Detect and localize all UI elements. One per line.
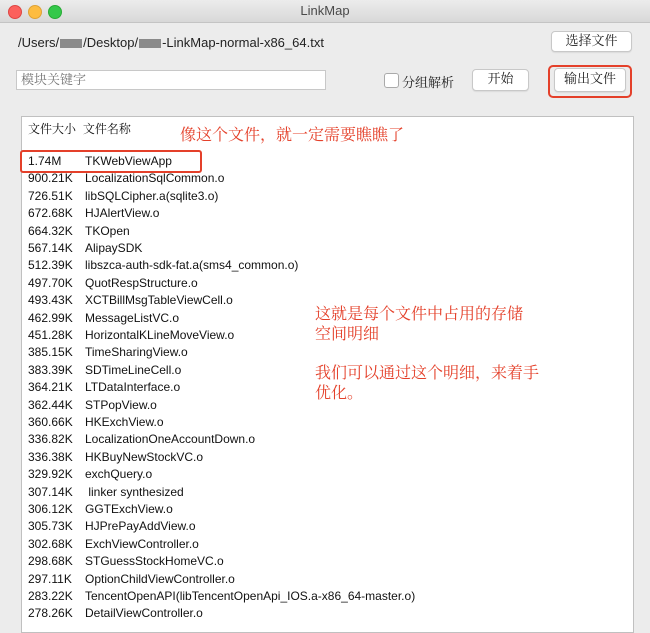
row-size: 497.70K [28, 275, 73, 290]
list-row[interactable] [28, 588, 415, 605]
list-row[interactable] [28, 223, 130, 240]
row-size: 451.28K [28, 328, 73, 342]
row-size: 385.15K [28, 345, 73, 360]
select-file-button[interactable]: 选择文件 [551, 31, 632, 52]
list-row[interactable] [28, 327, 234, 344]
row-size: 298.68K [28, 554, 73, 569]
list-row[interactable] [28, 449, 203, 466]
list-row[interactable] [28, 275, 198, 292]
row-name: exchQuery.o [85, 467, 153, 482]
row-size: 283.22K [28, 589, 73, 603]
row-name: HorizontalKLineMoveView.o [85, 328, 235, 342]
row-name: HKBuyNewStockVC.o [85, 449, 204, 464]
list-row[interactable] [28, 466, 152, 483]
row-name: libszca-auth-sdk-fat.a(sms4_common.o) [85, 258, 299, 273]
annotation-bottom-line2: 优化。 [315, 383, 364, 402]
row-size: 512.39K [28, 258, 73, 273]
redacted-filename [139, 39, 161, 48]
row-name: AlipaySDK [85, 241, 143, 255]
row-name: MessageListVC.o [85, 310, 180, 325]
row-name: XCTBillMsgTableViewCell.o [85, 293, 233, 308]
row-name: HJAlertView.o [85, 206, 160, 221]
row-size: 302.68K [28, 536, 73, 551]
group-parse-label: 分组解析 [402, 76, 455, 91]
row-name: LocalizationSqlCommon.o [85, 171, 225, 186]
list-row[interactable] [28, 257, 298, 274]
row-size: 726.51K [28, 188, 73, 203]
module-keyword-search-input[interactable] [16, 70, 326, 90]
row-size: 307.14K [28, 484, 73, 499]
row-size: 336.38K [28, 449, 73, 464]
list-row[interactable] [28, 310, 179, 327]
row-name: DetailViewController.o [85, 606, 203, 621]
annotation-top: 像这个文件，就一定需要瞧瞧了 [180, 125, 405, 144]
row-size: 297.11K [28, 571, 72, 586]
name-column-header: 文件名称 [82, 122, 131, 136]
list-header [28, 120, 131, 137]
row-size: 672.68K [28, 206, 73, 221]
row-size: 362.44K [28, 397, 73, 412]
row-size: 383.39K [28, 362, 73, 377]
list-row[interactable] [28, 344, 188, 361]
list-row[interactable] [28, 536, 199, 553]
row-name: LTDataInterface.o [85, 380, 181, 395]
row-size: 305.73K [28, 519, 73, 534]
row-size: 360.66K [28, 415, 73, 429]
row-size: 329.92K [28, 467, 73, 482]
redacted-username [60, 39, 82, 48]
annotation-mid-line2: 空间明细 [315, 324, 380, 343]
annotation-bottom-line1: 我们可以通过这个明细，来着手 [315, 363, 540, 382]
list-row[interactable] [28, 501, 173, 518]
list-row[interactable] [28, 362, 181, 379]
row-size: 364.21K [28, 380, 73, 395]
row-name: STGuessStockHomeVC.o [85, 554, 224, 569]
row-name: QuotRespStructure.o [85, 275, 198, 290]
list-row[interactable] [28, 518, 196, 535]
row-name: GGTExchView.o [85, 502, 173, 516]
row-size: 664.32K [28, 223, 73, 238]
start-button[interactable]: 开始 [472, 69, 529, 91]
list-row[interactable] [28, 484, 184, 501]
top-row-highlight-box [20, 150, 202, 173]
output-file-button[interactable]: 输出文件 [554, 68, 626, 92]
output-button-highlight-box [548, 65, 632, 98]
list-row[interactable] [28, 553, 224, 570]
row-size: 567.14K [28, 241, 73, 255]
title-bar [0, 0, 650, 23]
file-path [18, 35, 324, 50]
row-size: 1.74M [28, 154, 62, 168]
row-name: HJPrePayAddView.o [85, 519, 196, 534]
list-row[interactable] [28, 292, 233, 309]
group-parse-checkbox[interactable] [384, 73, 399, 88]
row-name: TKWebViewApp [85, 154, 172, 168]
row-size: 900.21K [28, 171, 73, 186]
list-row[interactable] [28, 431, 255, 448]
row-name: libSQLCipher.a(sqlite3.o) [85, 188, 219, 203]
list-row[interactable] [28, 188, 218, 205]
row-name: STPopView.o [85, 397, 157, 412]
row-size: 462.99K [28, 310, 73, 325]
row-name: TKOpen [85, 223, 130, 238]
list-row[interactable] [28, 414, 164, 431]
list-row[interactable] [28, 205, 159, 222]
list-row[interactable] [28, 240, 142, 257]
row-name: TimeSharingView.o [85, 345, 188, 360]
row-name: OptionChildViewController.o [85, 571, 235, 586]
row-name: SDTimeLineCell.o [85, 362, 182, 377]
row-name: HKExchView.o [85, 415, 164, 429]
row-size: 278.26K [28, 606, 73, 621]
row-name: ExchViewController.o [85, 536, 199, 551]
list-row[interactable] [28, 571, 235, 588]
path-suffix: -LinkMap-normal-x86_64.txt [162, 35, 324, 50]
path-middle: /Desktop/ [83, 35, 139, 50]
list-row[interactable] [28, 397, 157, 414]
row-size: 493.43K [28, 293, 73, 308]
size-column-header: 文件大小 [28, 122, 77, 136]
row-name: linker synthesized [85, 484, 184, 499]
annotation-mid-line1: 这就是每个文件中占用的存储 [315, 304, 524, 323]
list-row[interactable] [28, 379, 180, 396]
list-row[interactable] [28, 605, 203, 622]
row-size: 336.82K [28, 432, 73, 447]
row-size: 306.12K [28, 502, 73, 516]
path-prefix: /Users/ [18, 35, 60, 50]
window-title: LinkMap [300, 3, 350, 18]
row-name: TencentOpenAPI(libTencentOpenApi_IOS.a-x86_64-master.o) [85, 589, 416, 603]
row-name: LocalizationOneAccountDown.o [85, 432, 256, 447]
